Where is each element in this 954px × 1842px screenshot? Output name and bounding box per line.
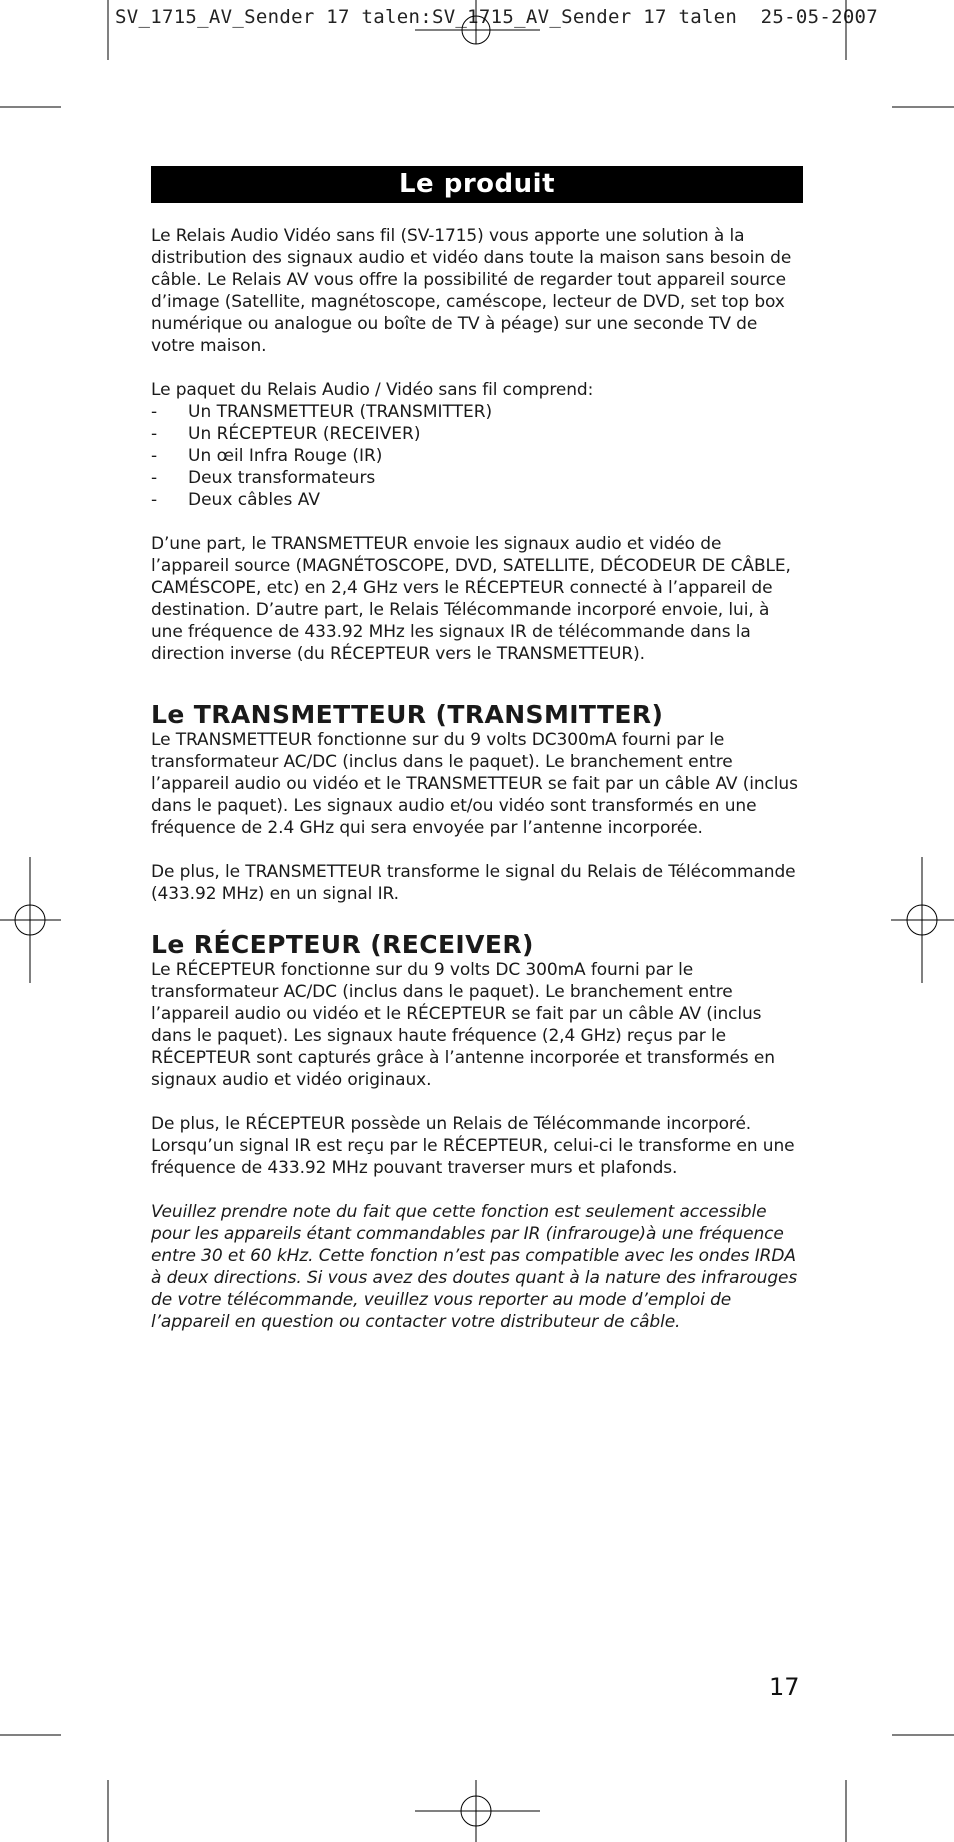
intro-paragraph: Le Relais Audio Vidéo sans fil (SV-1715) vous apporte une solution à la distribution des signaux audio et vidéo dans toute la maison sans besoin de câble. Le Relais AV vous offre la possibilité de regarder tout appareil source d’image (Satellite, magnétoscope, caméscope, lecteur de DVD, set top box numérique ou analogue ou boîte de TV à péage) sur une seconde TV de votre maison. — [151, 226, 792, 356]
page-number: 17 — [769, 1673, 800, 1701]
receiver-relay-paragraph: De plus, le RÉCEPTEUR possède un Relais de Télécommande incorporé. Lorsqu’un signal IR est reçu par le RÉCEPTEUR, celui-ci le transforme en une fréquence de 433.92 MHz pouvant traverser murs et plafonds. — [151, 1114, 795, 1178]
package-intro: Le paquet du Relais Audio / Vidéo sans fil comprend: — [151, 380, 594, 400]
list-item: - Deux câbles AV — [151, 490, 320, 510]
compatibility-note: Veuillez prendre note du fait que cette fonction est seulement accessible pour les appareils étant commandables par IR (infrarouge)à une fréquence entre 30 et 60 kHz. Cette fonction n’est pas compatible avec les ondes IRDA à deux directions. Si vous avez des doutes quant à la nature des infrarouges de votre télécommande, veuillez vous reporter au mode d’emploi de l’appareil en question ou contacter votre distributeur de câble. — [151, 1202, 798, 1332]
receiver-paragraph: Le RÉCEPTEUR fonctionne sur du 9 volts DC 300mA fourni par le transformateur AC/DC (inclus dans le paquet). Le branchement entre l’appareil audio ou vidéo et le RÉCEPTEUR se fait par un câble AV (inclus dans le paquet). Les signaux haute fréquence (2,4 GHz) reçus par le RÉCEPTEUR sont capturés grâce à l’antenne incorporée et transformés en signaux audio et vidéo originaux. — [151, 960, 775, 1090]
registration-mark-right — [891, 857, 954, 983]
registration-mark-left — [0, 857, 61, 983]
overview-paragraph: D’une part, le TRANSMETTEUR envoie les signaux audio et vidéo de l’appareil source (MAGNÉTOSCOPE, DVD, SATELLITE, DÉCODEUR DE CÂBLE, CAMÉSCOPE, etc) en 2,4 GHz vers le RÉCEPTEUR connecté à l’appareil de destination. D’autre part, le Relais Télécommande incorporé envoie, lui, à une fréquence de 433.92 MHz les signaux IR de télécommande dans la direction inverse (du RÉCEPTEUR vers le TRANSMETTEUR). — [151, 534, 791, 664]
list-item: - Un TRANSMETTEUR (TRANSMITTER) — [151, 402, 493, 422]
section-title-bar: Le produit — [151, 166, 803, 203]
transmitter-paragraph: Le TRANSMETTEUR fonctionne sur du 9 volts DC300mA fourni par le transformateur AC/DC (inclus dans le paquet). Le branchement entre l’appareil audio ou vidéo et le TRANSMETTEUR se fait par un câble AV (inclus dans le paquet). Les signaux audio et/ou vidéo sont transformés en une fréquence de 2.4 GHz qui sera envoyée par l’antenne incorporée. — [151, 730, 798, 838]
transmitter-ir-paragraph: De plus, le TRANSMETTEUR transforme le signal du Relais de Télécommande (433.92 MHz) en un signal IR. — [151, 862, 796, 904]
receiver-heading: Le RÉCEPTEUR (RECEIVER) — [151, 930, 534, 959]
list-item: - Un œil Infra Rouge (IR) — [151, 446, 383, 466]
page-content — [151, 166, 803, 1333]
transmitter-heading: Le TRANSMETTEUR (TRANSMITTER) — [151, 700, 664, 729]
package-contents-list — [151, 401, 803, 511]
list-item: - Un RÉCEPTEUR (RECEIVER) — [151, 424, 421, 444]
list-item: - Deux transformateurs — [151, 468, 376, 488]
registration-mark-top — [415, 0, 540, 44]
registration-mark-bottom — [415, 1780, 540, 1842]
print-slug-header: SV_1715_AV_Sender 17 talen:SV_1715_AV_Sender 17 talen 25-05-2007 — [115, 6, 879, 28]
